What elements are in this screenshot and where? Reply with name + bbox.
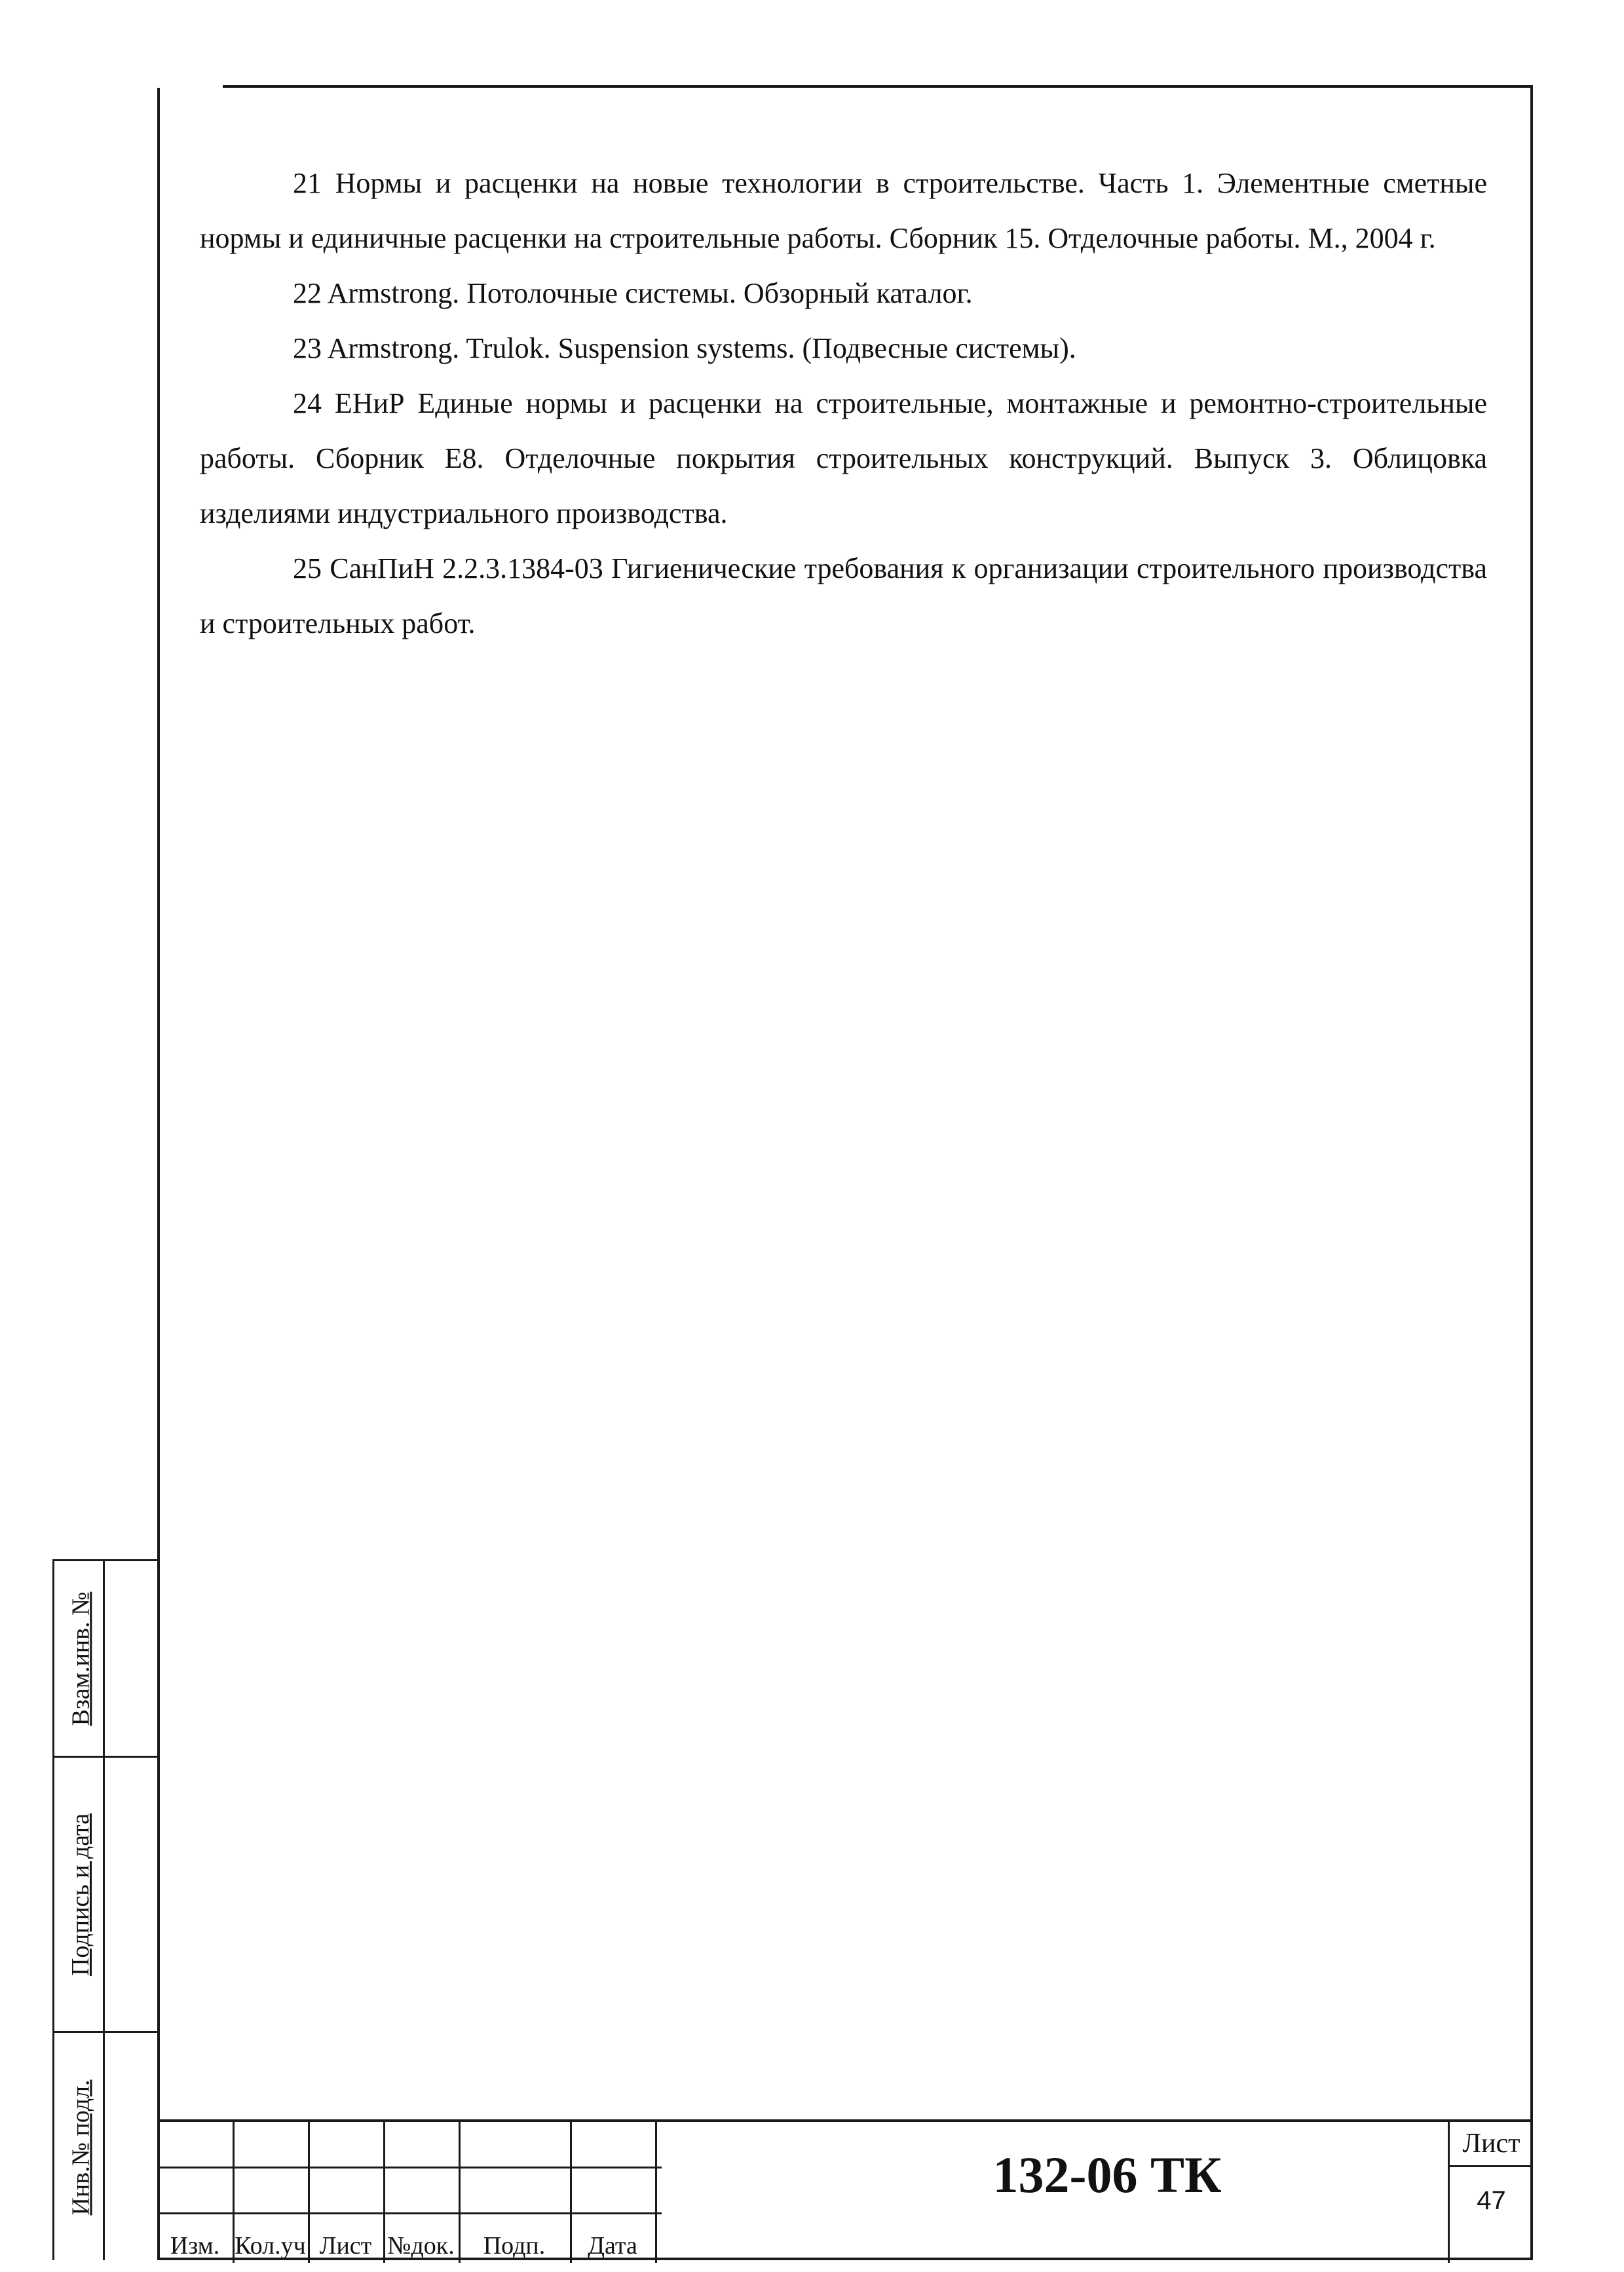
side-stamp-values	[105, 1561, 157, 2260]
references-list	[200, 156, 1487, 651]
grid-col-line	[655, 2122, 657, 2263]
inv-orig-value	[105, 2033, 157, 2262]
col-izm: Изм.	[170, 2232, 220, 2260]
sign-date-value	[105, 1758, 157, 2033]
sign-date-cell	[54, 1758, 107, 2033]
sheet-label: Лист	[1450, 2122, 1533, 2167]
col-ndok: №док.	[387, 2232, 455, 2260]
revision-grid	[157, 2122, 662, 2263]
replace-inv-label: Взам.инв. №	[67, 1591, 95, 1726]
reference-item: 21 Нормы и расценки на новые технологии в строительстве. Часть 1. Элементные сметные нормы и единичные расценки на строительные работы. Сборник 15. Отделочные работы. М., 2004 г.	[200, 167, 1487, 254]
sheet-number: 47	[1477, 2186, 1506, 2215]
side-stamp	[52, 1559, 157, 2260]
reference-item: 23 Armstrong. Trulok. Suspension systems. (Подвесные системы).	[293, 332, 1076, 364]
col-list: Лист	[319, 2232, 372, 2260]
col-kol-uch: Кол.уч	[235, 2232, 306, 2260]
inv-orig-label: Инв.№ подл.	[67, 2079, 95, 2216]
reference-item: 24 ЕНиР Единые нормы и расценки на строительные, монтажные и ремонтно-строительные работы. Сборник Е8. Отделочные покрытия строительных конструкций. Выпуск 3. Облицовка изделиями индустриального производства.	[200, 387, 1487, 529]
sign-date-label: Подпись и дата	[67, 1813, 95, 1976]
reference-item: 22 Armstrong. Потолочные системы. Обзорный каталог.	[293, 277, 973, 309]
frame-corner-gap	[157, 85, 223, 88]
document-code: 132-06 ТК	[992, 2146, 1222, 2203]
title-block	[157, 2119, 1533, 2260]
inv-orig-cell	[54, 2033, 107, 2262]
col-data: Дата	[588, 2232, 637, 2260]
replace-inv-cell	[54, 1561, 107, 1758]
col-podp: Подп.	[483, 2232, 546, 2260]
sheet-box	[1448, 2122, 1533, 2263]
replace-inv-value	[105, 1561, 157, 1758]
reference-item: 25 СанПиН 2.2.3.1384-03 Гигиенические требования к организации строительного производства и строительных работ.	[200, 552, 1487, 639]
side-stamp-labels	[52, 1561, 105, 2260]
